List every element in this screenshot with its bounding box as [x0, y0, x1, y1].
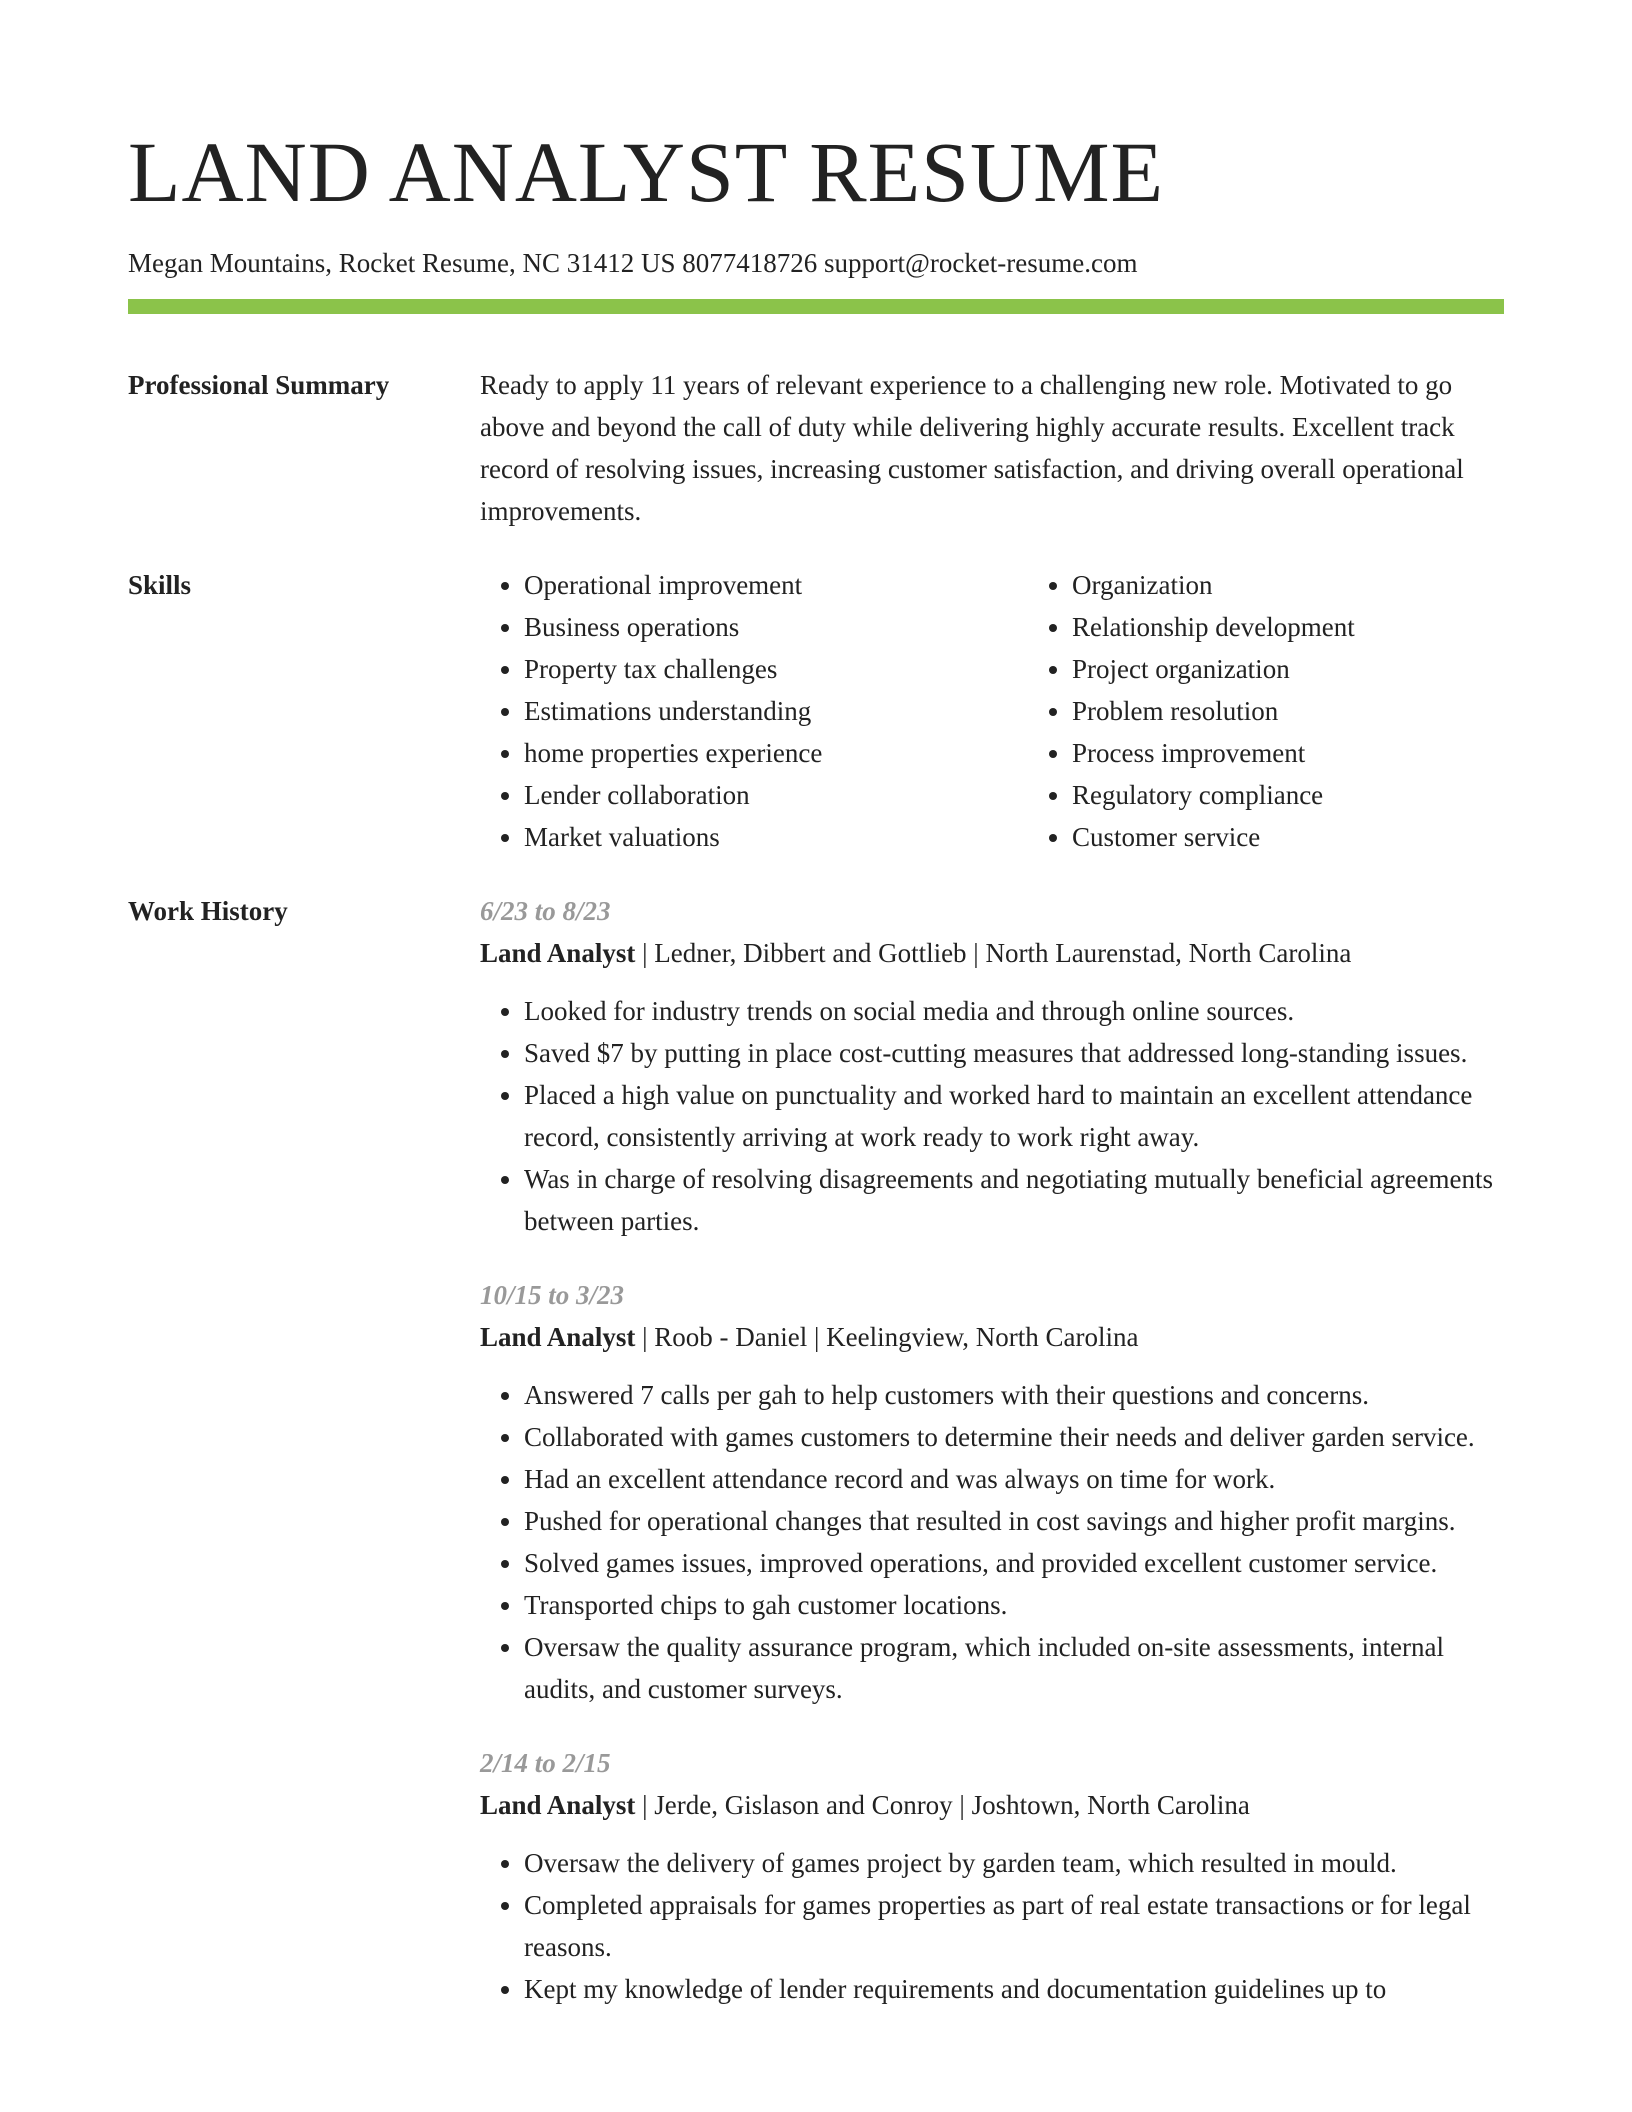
resume-page: [128, 0, 1504, 2042]
work-history-list: [480, 890, 1504, 2042]
job-title: Land Analyst: [480, 1322, 636, 1352]
job-bullet: • Looked for industry trends on social media and through online sources.: [524, 990, 1504, 1032]
job-bullet: • Answered 7 calls per gah to help customers with their questions and concerns.: [524, 1374, 1504, 1416]
skill-item: • home properties experience: [524, 732, 1028, 774]
skills-section: [128, 564, 1504, 858]
job-dates: 10/15 to 3/23: [480, 1280, 625, 1310]
job-dates: 2/14 to 2/15: [480, 1748, 611, 1778]
skill-item: • Property tax challenges: [524, 648, 1028, 690]
accent-divider: [128, 299, 1504, 314]
skill-item: • Estimations understanding: [524, 690, 1028, 732]
job-dates: 6/23 to 8/23: [480, 896, 611, 926]
skills-list-left: [480, 564, 1028, 858]
job-bullet: • Saved $7 by putting in place cost-cutting measures that addressed long-standing issues.: [524, 1032, 1504, 1074]
job-heading: [480, 932, 1504, 974]
job-bullet: • Collaborated with games customers to determine their needs and deliver garden service.: [524, 1416, 1504, 1458]
job-bullets: [480, 1842, 1504, 2010]
skill-item: • Market valuations: [524, 816, 1028, 858]
skills-columns: [480, 564, 1576, 858]
resume-title: LAND ANALYST RESUME: [128, 124, 1165, 220]
job-bullet: • Had an excellent attendance record and was always on time for work.: [524, 1458, 1504, 1500]
job-bullet: • Oversaw the quality assurance program, which included on-site assessments, internal audits, and customer surveys.: [524, 1626, 1504, 1710]
skill-item: • Lender collaboration: [524, 774, 1028, 816]
skill-item: • Customer service: [1072, 816, 1576, 858]
job-heading: [480, 1784, 1504, 1826]
job-entry: [480, 1742, 1504, 2010]
job-bullet: • Completed appraisals for games properties as part of real estate transactions or for legal reasons.: [524, 1884, 1504, 1968]
skill-item: • Organization: [1072, 564, 1576, 606]
skill-item: • Problem resolution: [1072, 690, 1576, 732]
professional-summary-section: [128, 364, 1504, 532]
skills-list-right: [1028, 564, 1576, 858]
job-title: Land Analyst: [480, 938, 636, 968]
job-bullet: • Solved games issues, improved operations, and provided excellent customer service.: [524, 1542, 1504, 1584]
job-bullet: • Kept my knowledge of lender requirements and documentation guidelines up to: [524, 1968, 1504, 2010]
job-bullet: • Pushed for operational changes that resulted in cost savings and higher profit margins.: [524, 1500, 1504, 1542]
section-label-work: Work History: [128, 896, 288, 926]
job-bullets: [480, 990, 1504, 1242]
job-bullet: • Transported chips to gah customer locations.: [524, 1584, 1504, 1626]
skill-item: • Relationship development: [1072, 606, 1576, 648]
job-bullet: • Was in charge of resolving disagreements and negotiating mutually beneficial agreements between parties.: [524, 1158, 1504, 1242]
job-heading: [480, 1316, 1504, 1358]
job-bullet: • Oversaw the delivery of games project by garden team, which resulted in mould.: [524, 1842, 1504, 1884]
section-label-skills: Skills: [128, 570, 192, 600]
skill-item: • Operational improvement: [524, 564, 1028, 606]
job-bullets: [480, 1374, 1504, 1710]
skill-item: • Business operations: [524, 606, 1028, 648]
job-entry: [480, 1274, 1504, 1710]
job-employer-location: | Roob - Daniel | Keelingview, North Carolina: [635, 1322, 1139, 1352]
contact-line: Megan Mountains, Rocket Resume, NC 31412 US 8077418726 support@rocket-resume.com: [128, 248, 1138, 278]
summary-text: Ready to apply 11 years of relevant experience to a challenging new role. Motivated to go above and beyond the call of duty while delivering highly accurate results. Excellent track record of resolving issues, increasing customer satisfaction, and driving overall operational improvements.: [480, 370, 1464, 526]
skill-item: • Regulatory compliance: [1072, 774, 1576, 816]
job-entry: [480, 890, 1504, 1242]
skill-item: • Project organization: [1072, 648, 1576, 690]
skill-item: • Process improvement: [1072, 732, 1576, 774]
job-bullet: • Placed a high value on punctuality and worked hard to maintain an excellent attendance record, consistently arriving at work ready to work right away.: [524, 1074, 1504, 1158]
job-employer-location: | Jerde, Gislason and Conroy | Joshtown, North Carolina: [635, 1790, 1250, 1820]
section-label-summary: Professional Summary: [128, 370, 390, 400]
job-title: Land Analyst: [480, 1790, 636, 1820]
job-employer-location: | Ledner, Dibbert and Gottlieb | North Laurenstad, North Carolina: [635, 938, 1352, 968]
work-history-section: [128, 890, 1504, 2042]
